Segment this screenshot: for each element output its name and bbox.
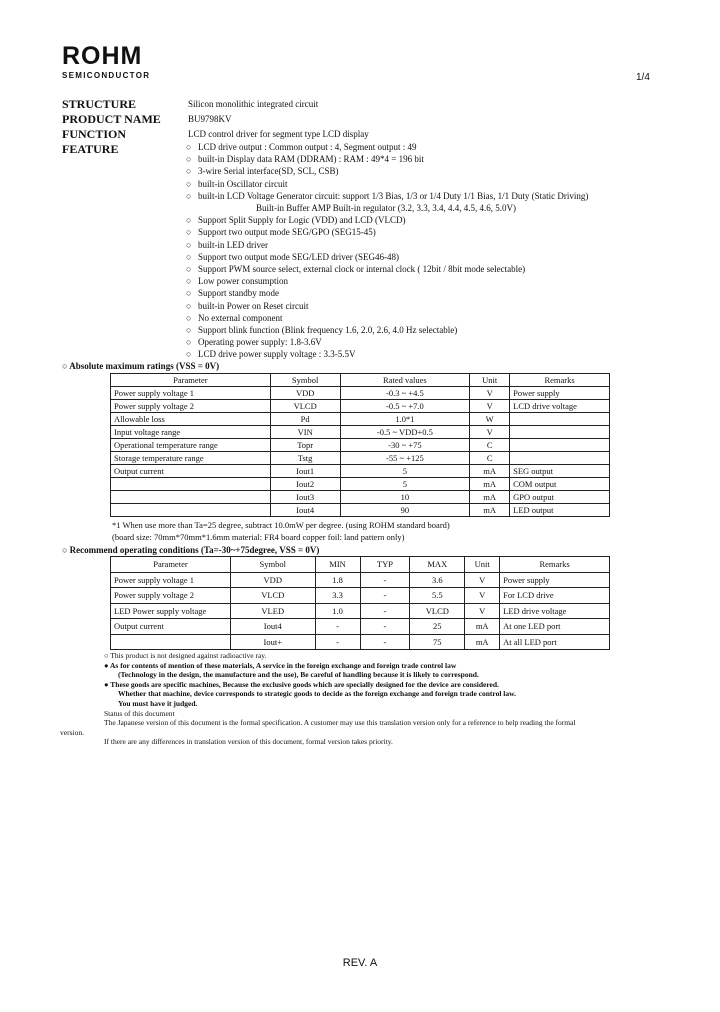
- note-status-title: Status of this document: [104, 708, 175, 718]
- table-cell: 1.0*1: [340, 413, 470, 426]
- table-cell: Topr: [270, 439, 340, 452]
- feature-item: [186, 336, 588, 348]
- feature-list: [186, 141, 588, 361]
- column-header: Remarks: [500, 557, 610, 573]
- feature-item: [186, 251, 588, 263]
- table-cell: 1.0: [315, 603, 360, 619]
- feature-text: built-in LCD Voltage Generator circuit: support 1/3 Bias, 1/3 or 1/4 Duty 1/1 Bias, 1/1 Duty (Static Driving): [198, 190, 589, 201]
- info-label: PRODUCT NAME: [62, 112, 161, 126]
- note-radioactive: ○ This product is not designed against radioactive ray.: [104, 651, 267, 660]
- table-cell: Power supply voltage 2: [111, 400, 271, 413]
- feature-item: [186, 263, 588, 275]
- feature-text: built-in Oscillator circuit: [198, 178, 288, 189]
- table-cell: 5: [340, 478, 470, 491]
- feature-text: Support two output mode SEG/LED driver (SEG46-48): [198, 251, 399, 262]
- feature-item: [186, 226, 588, 238]
- table-cell: Allowable loss: [111, 413, 271, 426]
- table-cell: V: [465, 588, 500, 604]
- table-row: [111, 465, 610, 478]
- table-cell: At all LED port: [500, 634, 610, 650]
- table-cell: Iout3: [270, 491, 340, 504]
- note-specific-2: Whether that machine, device corresponds to strategic goods to decide as the foreign exchange and foreign trade control law.: [118, 689, 517, 699]
- table-header-row: [111, 557, 610, 573]
- table-cell: VLED: [230, 603, 315, 619]
- column-header: Symbol: [270, 374, 340, 387]
- disclaimer-notes: [60, 651, 576, 747]
- table-cell: mA: [465, 634, 500, 650]
- rec-op-title: ○ Recommend operating conditions (Ta=-30~+75degree, VSS = 0V): [62, 545, 320, 555]
- note-priority: If there are any differences in translation version of this document, formal version takes priority.: [104, 737, 393, 747]
- table-row: [111, 439, 610, 452]
- table-cell: W: [470, 413, 510, 426]
- table-cell: -: [315, 634, 360, 650]
- info-label: FEATURE: [62, 142, 119, 156]
- column-header: Parameter: [111, 374, 271, 387]
- table-row: [111, 478, 610, 491]
- table-cell: Output current: [111, 465, 271, 478]
- table-cell: Pd: [270, 413, 340, 426]
- table-cell: 25: [410, 619, 465, 635]
- table-cell: mA: [470, 478, 510, 491]
- info-label: FUNCTION: [62, 127, 127, 141]
- table-cell: VLCD: [270, 400, 340, 413]
- bullet-icon: ○: [186, 166, 192, 177]
- rec-op-table: [110, 556, 610, 650]
- feature-text: Low power consumption: [198, 276, 288, 287]
- logo-subtitle: SEMICONDUCTOR: [62, 71, 151, 80]
- table-cell: Iout+: [230, 634, 315, 650]
- table-cell: Iout4: [270, 504, 340, 517]
- table-cell: Iout1: [270, 465, 340, 478]
- column-header: Unit: [465, 557, 500, 573]
- note-status-body: The Japanese version of this document is the formal specification. A customer may use this translation version only for a reference to help reading the formal: [104, 718, 576, 728]
- feature-item: [186, 348, 588, 360]
- info-value: BU9798KV: [188, 114, 232, 124]
- table-cell: Operational temperature range: [111, 439, 271, 452]
- bullet-icon: ○: [186, 300, 192, 311]
- revision-label: REV. A: [342, 957, 378, 969]
- table-cell: -55 ~ +125: [340, 452, 470, 465]
- table-row: [111, 588, 610, 604]
- table-cell: V: [470, 426, 510, 439]
- table-cell: Power supply voltage 1: [111, 387, 271, 400]
- table-cell: Power supply: [510, 387, 610, 400]
- info-value: Silicon monolithic integrated circuit: [188, 99, 319, 109]
- table-header-row: [111, 374, 610, 387]
- note-status-body-end: version.: [60, 727, 84, 737]
- table-cell: mA: [470, 491, 510, 504]
- table-cell: -: [360, 619, 410, 635]
- table-cell: SEG output: [510, 465, 610, 478]
- table-cell: -0.5 ~ VDD+0.5: [340, 426, 470, 439]
- feature-text: LCD drive power supply voltage : 3.3-5.5V: [198, 349, 356, 360]
- bullet-icon: ○: [186, 178, 192, 189]
- table-cell: VLCD: [410, 603, 465, 619]
- table-cell: [111, 491, 271, 504]
- feature-item: [186, 287, 588, 299]
- bullet-icon: ○: [186, 276, 192, 287]
- table-row: [111, 452, 610, 465]
- feature-item: [186, 300, 588, 312]
- note-line: *1 When use more than Ta=25 degree, subtract 10.0mW per degree. (using ROHM standard board): [112, 520, 450, 530]
- table-cell: LED output: [510, 504, 610, 517]
- table-cell: GPO output: [510, 491, 610, 504]
- table-cell: -: [360, 634, 410, 650]
- bullet-icon: ○: [186, 190, 192, 201]
- table-cell: LED Power supply voltage: [111, 603, 231, 619]
- table-cell: LCD drive voltage: [510, 400, 610, 413]
- table-row: [111, 426, 610, 439]
- bullet-icon: ○: [186, 154, 192, 165]
- table-cell: Iout4: [230, 619, 315, 635]
- table-cell: -30 ~ +75: [340, 439, 470, 452]
- table-cell: V: [470, 400, 510, 413]
- note-export-1: ● As for contents of mention of these materials, A service in the foreign exchange and foreign trade control law: [104, 660, 457, 670]
- table-cell: 3.3: [315, 588, 360, 604]
- table-cell: mA: [470, 465, 510, 478]
- column-header: Rated values: [340, 374, 470, 387]
- bullet-icon: ○: [186, 349, 192, 360]
- note-export-2: (Technology in the design, the manufacture and the use), Be careful of handling because it is likely to correspond.: [118, 670, 479, 680]
- table-cell: 3.6: [410, 572, 465, 588]
- bullet-icon: ○: [186, 312, 192, 323]
- table-cell: Power supply: [500, 572, 610, 588]
- info-label: STRUCTURE: [62, 97, 137, 111]
- feature-text: Support two output mode SEG/GPO (SEG15-45): [198, 227, 376, 238]
- column-header: TYP: [360, 557, 410, 573]
- bullet-icon: ○: [186, 251, 192, 262]
- table-cell: LED drive voltage: [500, 603, 610, 619]
- feature-item: [186, 165, 588, 177]
- table-cell: -0.3 ~ +4.5: [340, 387, 470, 400]
- feature-text: 3-wire Serial interface(SD, SCL, CSB): [198, 166, 339, 177]
- table-cell: Tstg: [270, 452, 340, 465]
- table-cell: [111, 478, 271, 491]
- table-cell: 90: [340, 504, 470, 517]
- feature-text: LCD drive output : Common output : 4, Segment output : 49: [198, 142, 417, 152]
- feature-text: Support Split Supply for Logic (VDD) and LCD (VLCD): [198, 215, 406, 226]
- table-cell: VLCD: [230, 588, 315, 604]
- column-header: Symbol: [230, 557, 315, 573]
- table-row: [111, 413, 610, 426]
- table-cell: [111, 504, 271, 517]
- table-cell: VDD: [230, 572, 315, 588]
- table-cell: At one LED port: [500, 619, 610, 635]
- table-cell: [510, 426, 610, 439]
- logo-text: ROHM: [62, 42, 143, 70]
- table-cell: V: [465, 572, 500, 588]
- table-row: [111, 387, 610, 400]
- feature-text: Support blink function (Blink frequency 1.6, 2.0, 2.6, 4.0 Hz selectable): [198, 325, 458, 336]
- table-cell: -: [360, 572, 410, 588]
- table-cell: C: [470, 439, 510, 452]
- bullet-icon: ○: [186, 337, 192, 348]
- table-cell: mA: [470, 504, 510, 517]
- table-cell: 1.8: [315, 572, 360, 588]
- page-number: 1/4: [636, 72, 650, 83]
- feature-text: built-in LED driver: [198, 239, 268, 250]
- bullet-icon: ○: [186, 288, 192, 299]
- feature-item: [186, 153, 588, 165]
- feature-item: [186, 275, 588, 287]
- bullet-icon: ○: [186, 325, 192, 336]
- table-cell: 75: [410, 634, 465, 650]
- feature-text: Built-in Buffer AMP Built-in regulator (3.2, 3.3, 3.4, 4.4, 4.5, 4.6, 5.0V): [256, 203, 516, 214]
- feature-text: built-in Power on Reset circuit: [198, 300, 309, 311]
- table-row: [111, 619, 610, 635]
- note-line: (board size: 70mm*70mm*1.6mm material: FR4 board copper foil: land pattern only): [112, 532, 405, 542]
- feature-text: Support standby mode: [198, 288, 279, 299]
- feature-text: Support PWM source select, external clock or internal clock ( 12bit / 8bit mode selectable): [198, 264, 526, 275]
- table-cell: [111, 634, 231, 650]
- table-cell: V: [470, 387, 510, 400]
- abs-max-title: ○ Absolute maximum ratings (VSS = 0V): [62, 361, 220, 371]
- feature-text: built-in Display data RAM (DDRAM) : RAM : 49*4 = 196 bit: [198, 154, 424, 165]
- bullet-icon: ○: [186, 227, 192, 238]
- table-cell: -: [360, 588, 410, 604]
- table-cell: VIN: [270, 426, 340, 439]
- table-cell: COM output: [510, 478, 610, 491]
- feature-item: [186, 141, 588, 153]
- feature-item: [186, 239, 588, 251]
- bullet-icon: ○: [186, 142, 192, 152]
- table-cell: Storage temperature range: [111, 452, 271, 465]
- bullet-icon: ○: [186, 215, 192, 226]
- table-row: [111, 572, 610, 588]
- table-cell: VDD: [270, 387, 340, 400]
- table-cell: Output current: [111, 619, 231, 635]
- table-cell: mA: [465, 619, 500, 635]
- column-header: MAX: [410, 557, 465, 573]
- feature-item: [186, 312, 588, 324]
- rohm-logo: [62, 44, 172, 80]
- table-cell: [510, 413, 610, 426]
- table-cell: [510, 452, 610, 465]
- feature-item: [186, 214, 588, 226]
- table-cell: V: [465, 603, 500, 619]
- feature-item: [186, 190, 588, 202]
- bullet-icon: ○: [186, 239, 192, 250]
- table-cell: Power supply voltage 1: [111, 572, 231, 588]
- table-cell: Iout2: [270, 478, 340, 491]
- table-cell: Input voltage range: [111, 426, 271, 439]
- table-cell: -: [360, 603, 410, 619]
- feature-item: [186, 324, 588, 336]
- table-row: [111, 634, 610, 650]
- table-row: [111, 504, 610, 517]
- table-cell: 5: [340, 465, 470, 478]
- table-cell: -: [315, 619, 360, 635]
- feature-text: Operating power supply: 1.8-3.6V: [198, 337, 322, 348]
- feature-item: [186, 178, 588, 190]
- feature-text: No external component: [198, 312, 283, 323]
- column-header: Unit: [470, 374, 510, 387]
- table-cell: 10: [340, 491, 470, 504]
- table-row: [111, 603, 610, 619]
- feature-item: [186, 202, 588, 214]
- table-cell: -0.5 ~ +7.0: [340, 400, 470, 413]
- abs-max-table: [110, 373, 610, 517]
- table-cell: Power supply voltage 2: [111, 588, 231, 604]
- note-specific-3: You must have it judged.: [118, 698, 198, 708]
- table-cell: 5.5: [410, 588, 465, 604]
- table-row: [111, 491, 610, 504]
- note-specific-1: ● These goods are specific machines, Because the exclusive goods which are specially designed for the device are considered.: [104, 679, 499, 689]
- column-header: Parameter: [111, 557, 231, 573]
- column-header: MIN: [315, 557, 360, 573]
- table-cell: For LCD drive: [500, 588, 610, 604]
- table-cell: C: [470, 452, 510, 465]
- bullet-icon: ○: [186, 264, 192, 275]
- column-header: Remarks: [510, 374, 610, 387]
- info-value: LCD control driver for segment type LCD display: [188, 129, 369, 139]
- table-row: [111, 400, 610, 413]
- table-cell: [510, 439, 610, 452]
- abs-max-notes: [112, 519, 450, 543]
